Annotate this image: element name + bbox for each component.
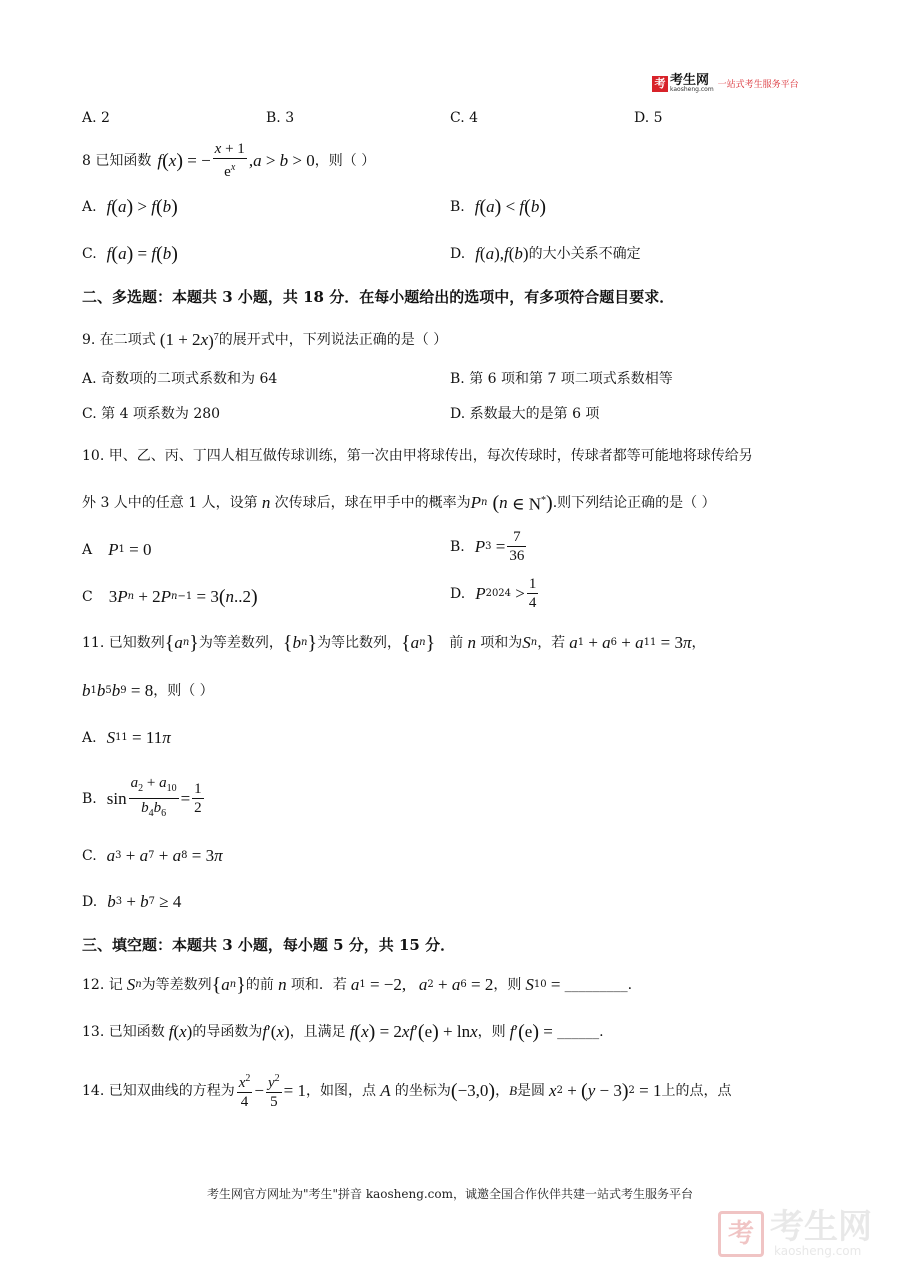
q8-option-a: A. f ( a ) > f ( b ) bbox=[82, 196, 178, 218]
q7-option-c: C. 4 bbox=[450, 110, 479, 126]
q7-option-d: D. 5 bbox=[634, 110, 663, 126]
logo-url: kaosheng.com bbox=[670, 86, 714, 93]
q9-option-c: C. 第 4 项系数为 280 bbox=[82, 406, 221, 422]
q11-option-b: B. sin $\frac{a_2 + a_{10}}{b_4b_6}$ = $\frac{1}{2}$ bbox=[82, 775, 202, 819]
footer-text: 考生网官方网址为"考生"拼音 kaosheng.com，诚邀全国合作伙伴共建一站式考生服务平台 bbox=[206, 1187, 694, 1201]
question-11-line2: b 1 b 5 b 9 = 8 ，则（ ） bbox=[82, 681, 214, 700]
q10-option-c: C 3 P n + 2 P n−1 = 3 ( n ..2 ) bbox=[82, 586, 258, 608]
q9-option-b: B. 第 6 项和第 7 项二项式系数相等 bbox=[450, 371, 673, 387]
q8-option-c: C. f ( a ) = f ( b ) bbox=[82, 243, 178, 265]
logo-mark-icon: 考 bbox=[652, 76, 668, 92]
q9-option-d: D. 系数最大的是第 6 项 bbox=[450, 406, 600, 422]
q8-function-formula: f bbox=[157, 150, 163, 170]
watermark bbox=[718, 1207, 872, 1258]
section-3-title: 三、填空题：本题共 3 小题，每小题 5 分，共 15 分． bbox=[82, 936, 456, 954]
q7-option-a: A. 2 bbox=[82, 110, 110, 126]
question-9: 9. 在二项式 (1 + 2 x )$^7$ 的展开式中，下列说法正确的是（ ） bbox=[82, 329, 448, 351]
watermark-url: kaosheng.com bbox=[774, 1244, 862, 1258]
logo-name: 考生网 bbox=[670, 73, 710, 88]
logo-slogan: 一站式考生服务平台 bbox=[717, 80, 799, 90]
question-14: 14. 已知双曲线的方程为 $\frac{x^2}{4}$ − $\frac{y^2}{5}$ = 1 ，如图，点 A 的坐标为 ( −3,0 ) ， B 是圆 x 2 + ( y − 3 ) 2 = 1 上的点，点 bbox=[82, 1070, 732, 1111]
section-2-title: 二、多选题：本题共 3 小题，共 18 分．在每小题给出的选项中，有多项符合题目要求． bbox=[82, 288, 675, 306]
q11-option-c: C. a 3 + a 7 + a 8 = 3 π bbox=[82, 846, 223, 865]
question-12: 12. 记 S n 为等差数列 { a n } 的前 n 项和．若 a 1 = −2, a 2 + a 6 = 2 ，则 S 10 = _________. bbox=[82, 974, 633, 996]
question-11-line1: 11. 已知数列 { a n } 为等差数列， { b n } 为等比数列， { a n } 前 n 项和为 S n ，若 a 1 + a 6 + a 11 = 3 π ， bbox=[82, 632, 706, 654]
question-8: 8 已知函数 f ( x ) = − $\frac{x + 1}{e^x}$ , a > b > 0 ，则（ ） bbox=[82, 141, 376, 180]
q7-option-b: B. 3 bbox=[266, 110, 295, 126]
watermark-name: 考生网 bbox=[770, 1207, 872, 1247]
question-10-line1: 10. 甲、乙、丙、丁四人相互做传球训练，第一次由甲将球传出，每次传球时，传球者都等可能地将球传给另 bbox=[82, 448, 753, 464]
question-13: 13. 已知函数 f ( x ) 的导函数为 f ′( x ) ，且满足 f ( x ) = 2 xf ′ ( e ) + ln x ，则 f ′ ( e ) = ______. bbox=[82, 1021, 604, 1043]
q10-option-a: A P 1 = 0 bbox=[82, 540, 152, 559]
watermark-logo-icon: 考 bbox=[718, 1211, 764, 1257]
q8-fraction: $\frac{x + 1}{e^x}$ bbox=[214, 141, 245, 180]
q10-option-b: B. P 3 = $\frac{7}{36}$ bbox=[450, 529, 525, 564]
q9-option-a: A. 奇数项的二项式系数和为 64 bbox=[82, 371, 278, 387]
header-logo bbox=[652, 74, 799, 93]
question-10-line2: 外 3 人中的任意 1 人，设第 n 次传球后，球在甲手中的概率为 P n ( n ∈ N* ) .则下列结论正确的是（ ） bbox=[82, 491, 716, 514]
q12-answer-blank[interactable]: _________. bbox=[564, 977, 633, 993]
q11-option-a: A. S 11 = 11 π bbox=[82, 728, 171, 747]
q11-option-d: D. b 3 + b 7 ≥ 4 bbox=[82, 892, 182, 911]
q8-option-b: B. f ( a ) < f ( b ) bbox=[450, 196, 546, 218]
q13-answer-blank[interactable]: ______. bbox=[557, 1024, 604, 1040]
q10-option-d: D. P 2024 > $\frac{1}{4}$ bbox=[450, 576, 537, 611]
q8-option-d: D. f ( a ), f ( b ) 的大小关系不确定 bbox=[450, 244, 641, 263]
